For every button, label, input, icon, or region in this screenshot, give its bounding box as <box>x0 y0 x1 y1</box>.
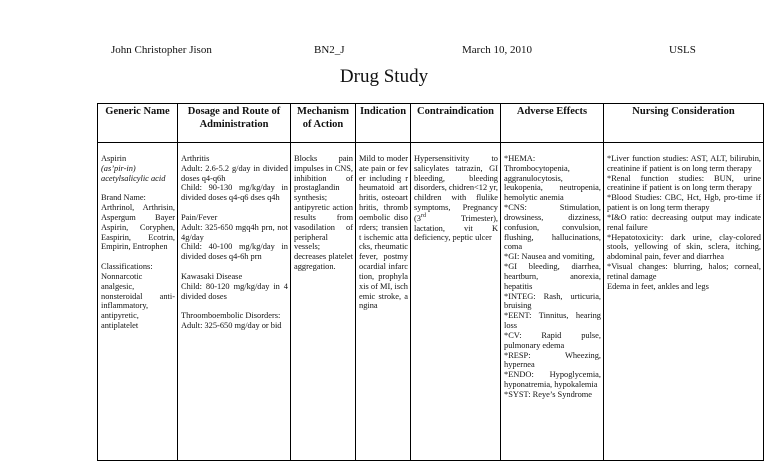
adverse-effect-item: *CNS: Stimulation, drowsiness, dizziness, confusion, convulsion, flushing, hallucinations, coma <box>504 203 601 252</box>
kawasaki-child-dose: Child: 80-120 mg/kg/day in 4 divided doses <box>181 281 288 301</box>
mechanism-text: Blocks pain impulses in CNS, inhibition of prostaglandin synthesis; antipyretic action results from vasodilation of peripheral vessels; decreases platelet aggregation. <box>294 154 353 272</box>
contraindication-part-1: Hypersensitivity to salicylates tatrazin, GI bleeding, bleeding disorders, chidren<12 yr, children with flulike symptoms, Pregnancy (3 <box>414 154 498 223</box>
classification-heading: Classifications: <box>101 262 153 272</box>
adverse-effect-item: *INTEG: Rash, urticuria, bruising <box>504 291 601 311</box>
kawasaki-heading: Kawasaki Disease <box>181 271 243 281</box>
header-nursing-consideration: Nursing Consideration <box>604 104 764 143</box>
school-name: USLS <box>669 44 696 56</box>
cell-contraindication <box>411 143 501 461</box>
brand-name-list: Arthrinol, Arthrisin, Aspergum Bayer Aspirin, Coryphen, Easpirin, Ecotrin, Empirin, Entrophen <box>101 203 175 252</box>
adverse-effect-item: *CV: Rapid pulse, pulmonary edema <box>504 330 601 350</box>
cell-nursing-consideration <box>604 143 764 461</box>
thromboembolic-heading: Throomboembolic Disorders: <box>181 311 281 321</box>
student-name: John Christopher Jison <box>111 44 212 56</box>
drug-pronunciation: (as’pir-in) <box>101 163 136 173</box>
arthritis-child-dose: Child: 90-130 mg/kg/day in divided doses q4-q6 dses q4h <box>181 183 288 203</box>
contraindication-text <box>414 154 498 243</box>
header-dosage-route: Dosage and Route of Administration <box>178 104 291 143</box>
pain-fever-heading: Pain/Fever <box>181 212 218 222</box>
header-contraindication: Contraindication <box>411 104 501 143</box>
arthritis-heading: Arthritis <box>181 154 210 163</box>
nursing-item: Edema in feet, ankles and legs <box>607 281 709 291</box>
nursing-item: *Blood Studies: CBC, Hct, Hgb, pro-time if patient is on long term therapy <box>607 193 761 213</box>
drug-name: Aspirin <box>101 154 127 163</box>
cell-adverse-effects <box>501 143 604 461</box>
nursing-item: *Hepatotoxicity: dark urine, clay-colored stools, yellowing of skin, sclera, itching, abdominal pain, fever and diarrhea <box>607 232 761 262</box>
adverse-effect-item: *ENDO: Hypoglycemia, hyponatremia, hypokalemia <box>504 370 601 390</box>
drug-study-table <box>97 103 764 461</box>
table-row <box>98 143 764 461</box>
cell-generic-name <box>98 143 178 461</box>
contraindication-superscript: rd <box>420 212 426 219</box>
adverse-effect-item: *SYST: Reye’s Syndrome <box>504 389 592 399</box>
nursing-item: *Visual changes: blurring, halos; corneal, retinal damage <box>607 262 761 281</box>
header-mechanism: Mechanism of Action <box>291 104 356 143</box>
header-generic-name: Generic Name <box>98 104 178 143</box>
table-header-row <box>98 104 764 143</box>
nursing-item: *I&O ratio: decreasing output may indicate renal failure <box>607 212 761 232</box>
header-adverse-effects: Adverse Effects <box>501 104 604 143</box>
adverse-effect-item: *GI: Nausea and vomiting, <box>504 252 595 262</box>
cell-dosage <box>178 143 291 461</box>
nursing-item: *Liver function studies: AST, ALT, bilirubin, creatinine if patient is on long term therapy <box>607 154 761 173</box>
adverse-effect-item: *HEMA: Thrombocytopenia, aggranulocytosis, leukopenia, neutropenia, hemolytic anemia <box>504 154 601 203</box>
pain-fever-child-dose: Child: 40-100 mg/kg/day in divided doses q4-6h prn <box>181 242 288 262</box>
adverse-effect-item: *RESP: Wheezing, hypernea <box>504 350 601 370</box>
adverse-effect-item: *EENT: Tinnitus, hearing loss <box>504 311 601 331</box>
pain-fever-adult-dose: Adult: 325-650 mgq4h prn, not 4g/day <box>181 222 288 242</box>
contraindication-part-2: Trimester), lactation, vit K deficiency, peptic ulcer <box>414 213 498 243</box>
thromboembolic-adult-dose: Adult: 325-650 mg/day or bid <box>181 320 282 330</box>
brand-name-heading: Brand Name: <box>101 193 146 203</box>
adverse-effect-item: *GI bleeding, diarrhea, heartburn, anorexia, hepatitis <box>504 262 601 291</box>
header-indication: Indication <box>356 104 411 143</box>
drug-chemical-name: acetylsalicylic acid <box>101 173 166 183</box>
section-code: BN2_J <box>314 44 345 56</box>
document-title: Drug Study <box>339 66 429 87</box>
cell-mechanism <box>291 143 356 461</box>
classification-list: Nonnarcotic analgesic, nonsteroidal anti-inflammatory, antipyretic, antiplatelet <box>101 271 175 331</box>
indication-text: Mild to moderate pain or fever including rheumatoid arthritis, osteoarthritis, thromboembolic disorders; transient ischemic attacks, rheumatic fever, postmyocardial infarction, prophylaxis of MI, ischemic stroke, angina <box>359 154 408 311</box>
document-date: March 10, 2010 <box>462 44 532 56</box>
arthritis-adult-dose: Adult: 2.6-5.2 g/day in divided doses q4-q6h <box>181 163 288 183</box>
cell-indication <box>356 143 411 461</box>
nursing-item: *Renal function studies: BUN, urine creatinine if patient is on long term therapy <box>607 173 761 193</box>
